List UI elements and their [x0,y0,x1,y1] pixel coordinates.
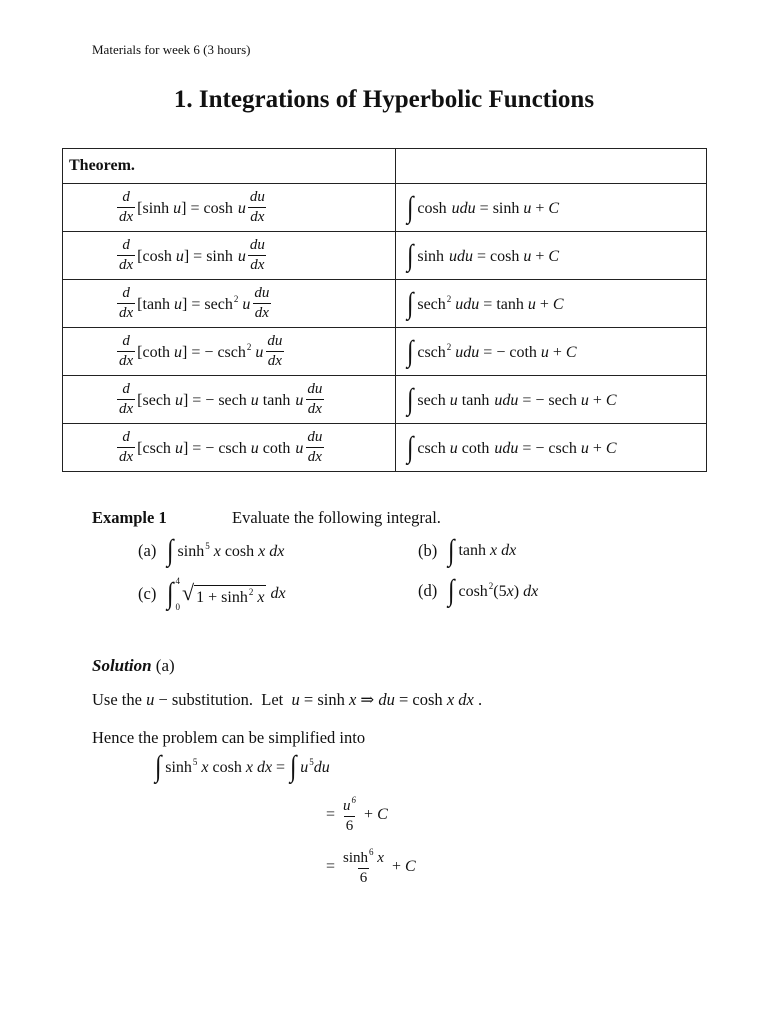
integral-sign: ∫ [167,534,174,567]
theorem-table [62,148,707,472]
integral-formula: ∫ csch u coth udu = − csch u + C [406,430,617,464]
integral-sign: ∫ [406,430,414,464]
integral-sign: ∫ [406,238,414,272]
derivative-formula: $\frac{d}{dx}$ [csch u] = − csch u coth u $\frac{du}{dx}$ [119,429,323,465]
example-label: Example 1 [92,508,167,527]
theorem-row [63,280,707,328]
equation-line-3: = $\frac{\sinh^6 x}{6}$ + C [326,847,416,886]
integral-sign: ∫ [167,577,174,610]
example-heading [92,508,441,528]
lower-limit: 0 [175,602,181,612]
theorem-header-row [63,149,707,184]
derivative-formula: $\frac{d}{dx}$ [sech u] = − sech u tanh u $\frac{du}{dx}$ [119,381,323,417]
integral-limits [176,576,181,612]
integral-formula: ∫ csch$^2$ udu = − coth u + C [406,334,577,368]
square-root: √ $1 + \sinh^2 x$ [182,579,265,606]
integral-sign: ∫ [289,750,297,783]
derivative-formula: $\frac{d}{dx}$ [cosh u] = sinh u $\frac{du}{dx}$ [119,237,265,273]
integral-formula: ∫ sech u tanh udu = − sech u + C [406,382,617,416]
example-part-c: (c) ∫ 4 0 √ $1 + \sinh^2 x$ dx [138,576,286,612]
theorem-row [63,424,707,472]
integral-sign: ∫ [406,334,414,368]
example-part-b: (b) ∫ tanh x dx [418,534,517,567]
theorem-row [63,184,707,232]
integral-formula: ∫ sinh udu = cosh u + C [406,238,560,272]
theorem-row [63,376,707,424]
fraction: $\frac{\sinh^6 x}{6}$ [343,847,384,886]
part-c-label: (c) [138,584,157,603]
integral-sign: ∫ [406,286,414,320]
header-note: Materials for week 6 (3 hours) [92,42,251,57]
solution-heading [92,656,175,676]
part-b-label: (b) [418,541,438,560]
equation-line-2: = $\frac{u^6}{6}$ + C [326,795,388,834]
part-d-label: (d) [418,581,438,600]
example-prompt: Evaluate the following integral. [232,508,441,527]
integral-formula: ∫ sech$^2$ udu = tanh u + C [406,286,564,320]
integral-sign: ∫ [406,190,414,224]
integral-sign: ∫ [406,382,414,416]
equation-line-1: ∫ $\sinh^5 x$ cosh x dx = ∫ $u^5du$ [154,750,330,783]
fraction: $\frac{u^6}{6}$ [343,795,357,834]
integral-formula: ∫ cosh udu = sinh u + C [406,190,560,224]
derivative-formula: $\frac{d}{dx}$ [coth u] = − csch$^2$ u $\frac{du}{dx}$ [119,333,283,369]
integral-sign: ∫ [448,534,455,567]
solution-line-2: Hence the problem can be simplified into [92,728,366,747]
theorem-label: Theorem. [69,157,135,174]
derivative-formula: $\frac{d}{dx}$ [sinh u] = cosh u $\frac{du}{dx}$ [119,189,265,225]
part-a-label: (a) [138,541,157,560]
theorem-body [63,184,707,472]
derivative-formula: $\frac{d}{dx}$ [tanh u] = sech$^2$ u $\frac{du}{dx}$ [119,285,270,321]
integral-sign: ∫ [154,750,162,783]
integral-sign: ∫ [448,574,455,607]
example-part-d: (d) ∫ $\cosh^2(5x)$ dx [418,574,539,607]
theorem-row [63,328,707,376]
upper-limit: 4 [175,576,181,586]
example-part-a: (a) ∫ $\sinh^5 x$ cosh x dx [138,534,285,567]
solution-part: (a) [155,656,175,675]
theorem-row [63,232,707,280]
solution-line-1: Use the u − substitution. Let u = sinh x ⇒ du = cosh x dx . [92,690,483,709]
solution-label: Solution [92,656,152,675]
page-title: 1. Integrations of Hyperbolic Functions [173,86,595,113]
